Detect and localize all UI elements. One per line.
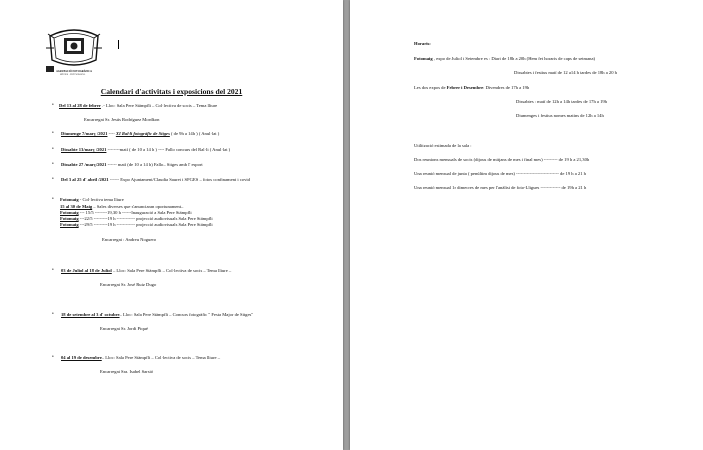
bullet-dot: • [52,177,54,182]
event-details: .- Lloc: Sala Pere Stämpfli – Col·lectiva de socis – Tema lliure [100,103,218,108]
bullet-dot: • [52,268,54,273]
event-line [61,162,203,168]
logo-caption-line1: AGRUPACIÓ FOTOGRÀFICA [56,70,92,73]
event-manager: Encarregat Sr. José Ruiz Dugo [100,282,157,287]
bullet-dot: • [52,197,54,202]
fotomaig-line: Fotomaig --- 15/5 --------19,30 h ------Inauguració a Sala Pere Stämpfli [60,210,192,215]
bullet-dot: • [52,162,54,167]
event-highlight: XI Ral·li fotogràfic de Sitges [115,131,170,136]
document-page-left [0,0,343,450]
event-line [59,103,217,109]
event-manager: Encarregat Sra. Isabel Sarsió [100,369,154,374]
event-date: Del 13 al 28 de febrer [59,103,101,108]
event-date: Del 3 al 25 d' abril /2021 [61,177,109,182]
event-line: Diumenge 7/març /2021 ---- XI Ral·li fotogràfic de Sitges ( de 9h a 14h ) ( Anul·lat ) [61,131,220,136]
usage-line: Dos reunions mensuals de socis (dijous de mitjans de mes i final mes) --------- de 19 h a 21,30h [414,157,590,162]
event-details: ( de 9h a 14h ) ( Anul·lat ) [169,131,220,136]
room-usage-heading: Utilització estimada de la sala : [414,143,472,148]
event-date: 04 al 19 de desembre [61,355,102,360]
event-details: – Lloc: Sala Pere Stämpfli – Col·lectiva de socis – Tema lliure – [111,268,232,273]
usage-line: Una reunió mensual de junta ( penúltim dijous de mes) ---------------------------- de 19 h a 21 h [414,171,586,176]
event-line [61,312,253,318]
event-details: ------ matí (de 10 a 14 h) Fallo– Sitges amb l' esport [106,162,203,167]
event-date: Dissabte 13/març /2021 [61,147,107,152]
event-details: – Lloc: Sala Pere Stämpfli – Col·lectiva de socis – Tema lliure – [101,355,220,360]
society-crest-icon [44,26,104,74]
event-details: --------matí ( de 10 a 14 h ) ---- Fallo concurs del Ral·li ( Anul·lat ) [106,147,231,152]
fotomaig-line: Fotomaig ---29/5 ---------19 h ------------ projecció audiovisuals Sala Pere Stämpfli [60,222,213,227]
document-page-right [350,0,703,450]
fotomaig-heading: Fotomaig - Col·lectiva tema lliure [60,197,124,202]
event-details: ------ Expo Ajuntament/Claudia Sauret i SFGES – fotos confinament i covid [108,177,250,182]
logo-caption-line2: SITGES · FOTOGRAFIA [60,73,86,76]
fotomaig-line: 15 al 30 de Maig – Sales diverses que s'anunciaran oportunament– [60,204,184,209]
event-manager: Encarregat Sr. Jordi Piqué [100,326,148,331]
event-manager: Encarregat Sr. Jesús Rodríguez Mordkon [84,117,160,122]
event-date: Dissabte 27 /març/2021 [61,162,107,167]
schedule-line: Dissabtes i festius matí de 12 a14 h tardes de 18h a 20 h [514,70,617,75]
schedule-line: Fotomaig , expo de Juliol i Setembre es : Diari de 18h a 20h (Hem fet horaris de caps de setmana) [414,56,596,61]
schedule-line: Les dos expos de Febrer i Desembre: Divendres de 17h a 19h [414,85,530,90]
event-line [61,355,220,361]
bullet-dot: • [52,147,54,152]
schedule-line: Diumenges i festius nomes matins de 12h a 14h [516,113,604,118]
schedule-line: Dissabtes : matí de 12h a 14h tardes de 17h a 19h [516,99,607,104]
bullet-dot: • [52,312,54,317]
horaris-heading: Horaris: [414,41,431,46]
text-cursor [118,40,119,49]
event-details: – Lloc: Sala Pere Stämpfli – Concurs fotogràfic " Festa Major de Sitges" [119,312,254,317]
document-title: Calendari d'activitats i exposicions del 2021 [100,87,243,96]
bullet-dot: • [52,103,54,108]
event-date: 18 de setembre al 3 d' octubre [61,312,120,317]
event-manager: Encarregat : Andreu Noguero [102,237,157,242]
event-date: 03 de Juliol al 18 de Juliol [61,268,112,273]
event-date: Diumenge 7/març /2021 [61,131,108,136]
usage-line: Una reunió mensual 1r dimecres de mes per l'anàlisi de foto-Lligues ------------- de 19h a 21 h [414,185,587,190]
bullet-dot: • [52,355,54,360]
event-line [61,177,250,183]
event-line [61,268,231,274]
event-line [61,147,230,153]
bullet-dot: • [52,131,54,136]
fotomaig-line: Fotomaig ---22/5 ---------19 h ------------ projecció audiovisuals Sala Pere Stämpfli [60,216,213,221]
